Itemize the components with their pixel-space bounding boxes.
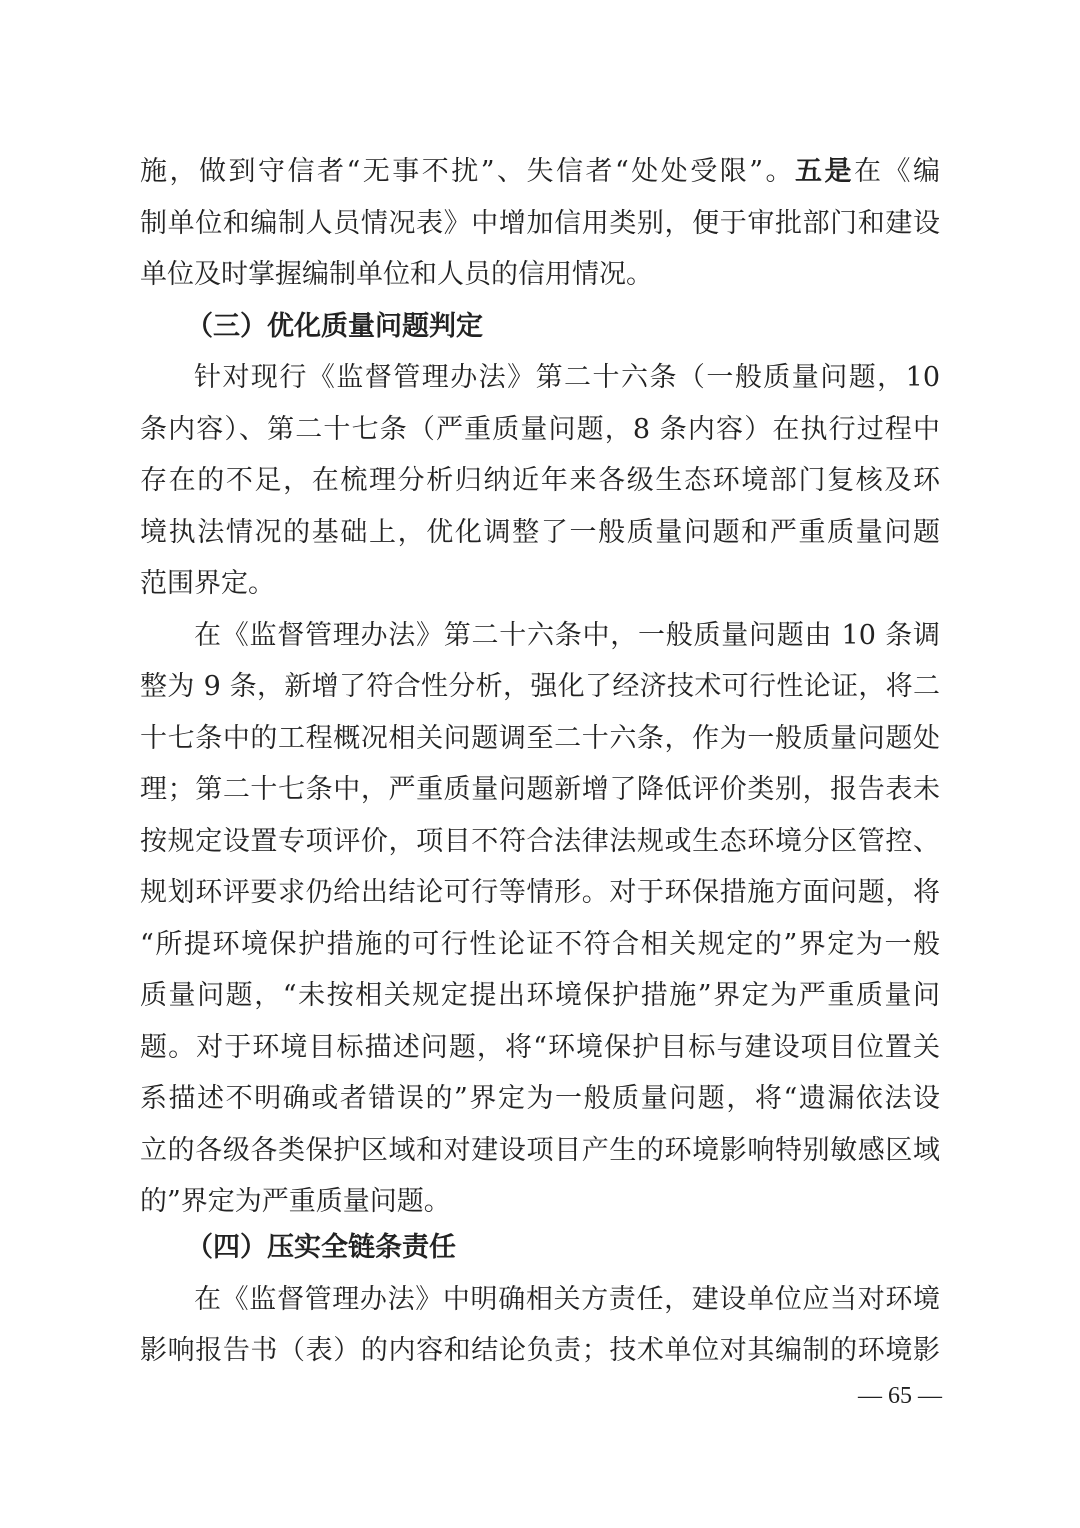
section-heading: （三）优化质量问题判定 [186, 310, 483, 342]
text-line: 境执法情况的基础上，优化调整了一般质量问题和严重质量问题 [140, 516, 940, 548]
section-heading: （四）压实全链条责任 [186, 1232, 456, 1263]
text-line: 影响报告书（表）的内容和结论负责；技术单位对其编制的环境影 [140, 1335, 940, 1366]
text-line: 在《监督管理办法》第二十六条中，一般质量问题由 10 条调 [194, 619, 940, 651]
text-line: 立的各级各类保护区域和对建设项目产生的环境影响特别敏感区域 [140, 1134, 940, 1166]
text-line: 理；第二十七条中，严重质量问题新增了降低评价类别，报告表未 [140, 774, 940, 805]
intro-paragraph [140, 146, 940, 301]
paragraph [140, 352, 940, 610]
text-line: 存在的不足，在梳理分析归纳近年来各级生态环境部门复核及环 [140, 465, 940, 496]
section-4 [140, 1222, 940, 1377]
text-line: 施，做到守信者“无事不扰”、失信者“处处受限”。五是在《编 [140, 156, 940, 187]
text-line: 十七条中的工程概况相关问题调至二十六条，作为一般质量问题处 [140, 722, 940, 754]
text-line: 单位及时掌握编制单位和人员的信用情况。 [140, 259, 653, 290]
text-line: 的”界定为严重质量问题。 [140, 1186, 451, 1217]
text-line: 针对现行《监督管理办法》第二十六条（一般质量问题，10 [194, 362, 940, 393]
page-number: — 65 — [858, 1383, 942, 1409]
text-line: “所提环境保护措施的可行性论证不符合相关规定的”界定为一般 [140, 928, 940, 960]
text-line: 系描述不明确或者错误的”界定为一般质量问题，将“遗漏依法设 [140, 1083, 940, 1114]
text-line: 按规定设置专项评价，项目不符合法律法规或生态环境分区管控、 [140, 825, 940, 857]
text-line: 条内容）、第二十七条（严重质量问题，8 条内容）在执行过程中 [140, 413, 940, 445]
text-line: 题。对于环境目标描述问题，将“环境保护目标与建设项目位置关 [140, 1031, 940, 1063]
text-line: 质量问题，“未按相关规定提出环境保护措施”界定为严重质量问 [140, 980, 940, 1011]
text-line: 规划环评要求仍给出结论可行等情形。对于环保措施方面问题，将 [140, 877, 940, 908]
emphasis-text: 五是 [795, 156, 855, 187]
text-line: 制单位和编制人员情况表》中增加信用类别，便于审批部门和建设 [140, 207, 940, 239]
text-line: 整为 9 条，新增了符合性分析，强化了经济技术可行性论证，将二 [140, 671, 940, 702]
text-line: 在《监督管理办法》中明确相关方责任，建设单位应当对环境 [194, 1283, 940, 1315]
paragraph [140, 1274, 940, 1377]
section-3 [140, 301, 940, 1228]
text-line: 范围界定。 [140, 568, 275, 599]
paragraph [140, 610, 940, 1228]
